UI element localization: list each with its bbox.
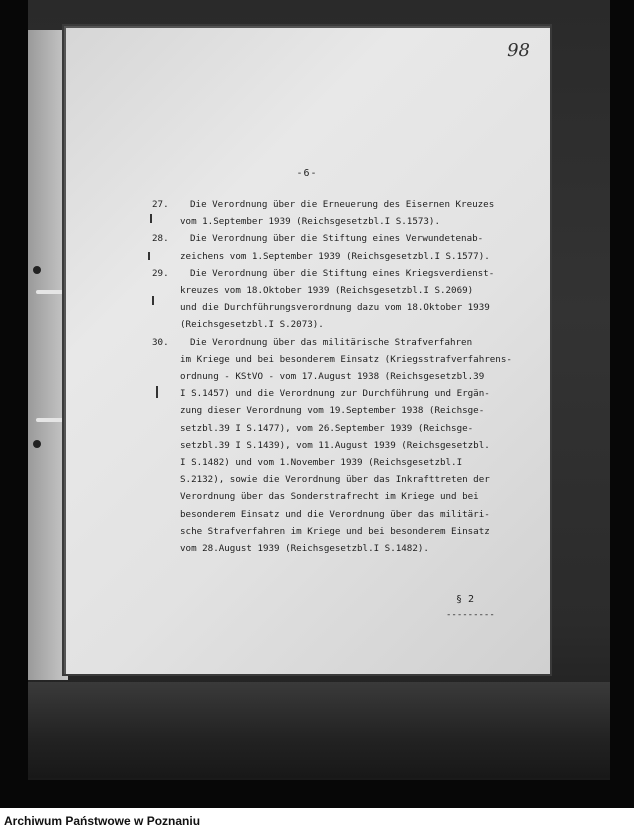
entry-number: 29.	[152, 267, 169, 279]
entry-line: I S.1457) und die Verordnung zur Durchführung und Ergän-	[180, 388, 490, 400]
entry-list	[152, 196, 580, 557]
entry-line: ordnung - KStVO - vom 17.August 1938 (Reichsgesetzbl.39	[180, 371, 485, 383]
archive-name: Archiwum Państwowe w Poznaniu	[4, 814, 201, 828]
continuation-section: § 2	[456, 594, 475, 605]
list-item	[152, 265, 580, 334]
entry-line: setzbl.39 I S.1439), vom 11.August 1939 (Reichsgesetzbl.	[180, 439, 490, 451]
entry-line: im Kriege und bei besonderem Einsatz (Kriegsstrafverfahrens-	[180, 353, 512, 365]
entry-line: sche Strafverfahren im Kriege und bei besonderem Einsatz	[180, 525, 490, 537]
entry-number: 27.	[152, 199, 169, 210]
margin-mark	[152, 296, 154, 305]
entry-line: Die Verordnung über das militärische Strafverfahren	[190, 336, 473, 348]
entry-line: Die Verordnung über die Stiftung eines Kriegsverdienst-	[190, 267, 495, 279]
margin-mark	[156, 386, 158, 398]
entry-line: Die Verordnung über die Stiftung eines Verwundetenab-	[190, 233, 484, 245]
margin-mark	[148, 252, 150, 260]
entry-line: zeichens vom 1.September 1939 (Reichsgesetzbl.I S.1577).	[180, 250, 490, 262]
continuation-rule: ---------	[446, 610, 495, 620]
page-header: -6-	[296, 168, 318, 179]
entry-line: (Reichsgesetzbl.I S.2073).	[180, 319, 324, 331]
list-item	[152, 196, 580, 230]
binder-hole	[33, 266, 41, 274]
handwritten-page-number: 98	[507, 40, 530, 61]
list-item	[152, 334, 580, 558]
entry-line: zung dieser Verordnung vom 19.September 1938 (Reichsge-	[180, 405, 485, 417]
folder-edge	[28, 682, 610, 778]
entry-line: besonderem Einsatz und die Verordnung über das militäri-	[180, 508, 490, 520]
entry-line: Verordnung über das Sonderstrafrecht im Kriege und bei	[180, 491, 479, 503]
entry-line: Die Verordnung über die Erneuerung des Eisernen Kreuzes	[190, 199, 495, 210]
entry-number: 28.	[152, 233, 169, 245]
entry-line: kreuzes vom 18.Oktober 1939 (Reichsgesetzbl.I S.2069)	[180, 285, 474, 297]
entry-line: I S.1482) und vom 1.November 1939 (Reichsgesetzbl.I	[180, 457, 463, 469]
list-item	[152, 230, 580, 264]
binder-hole	[33, 440, 41, 448]
entry-line: vom 1.September 1939 (Reichsgesetzbl.I S.1573).	[180, 216, 440, 228]
entry-line: setzbl.39 I S.1477), vom 26.September 1939 (Reichsge-	[180, 422, 474, 434]
entry-line: vom 28.August 1939 (Reichsgesetzbl.I S.1482).	[180, 543, 429, 555]
margin-mark	[150, 214, 152, 223]
entry-number: 30.	[152, 336, 169, 348]
entry-line: und die Durchführungsverordnung dazu vom 18.Oktober 1939	[180, 302, 490, 314]
entry-line: S.2132), sowie die Verordnung über das Inkrafttreten der	[180, 474, 490, 486]
